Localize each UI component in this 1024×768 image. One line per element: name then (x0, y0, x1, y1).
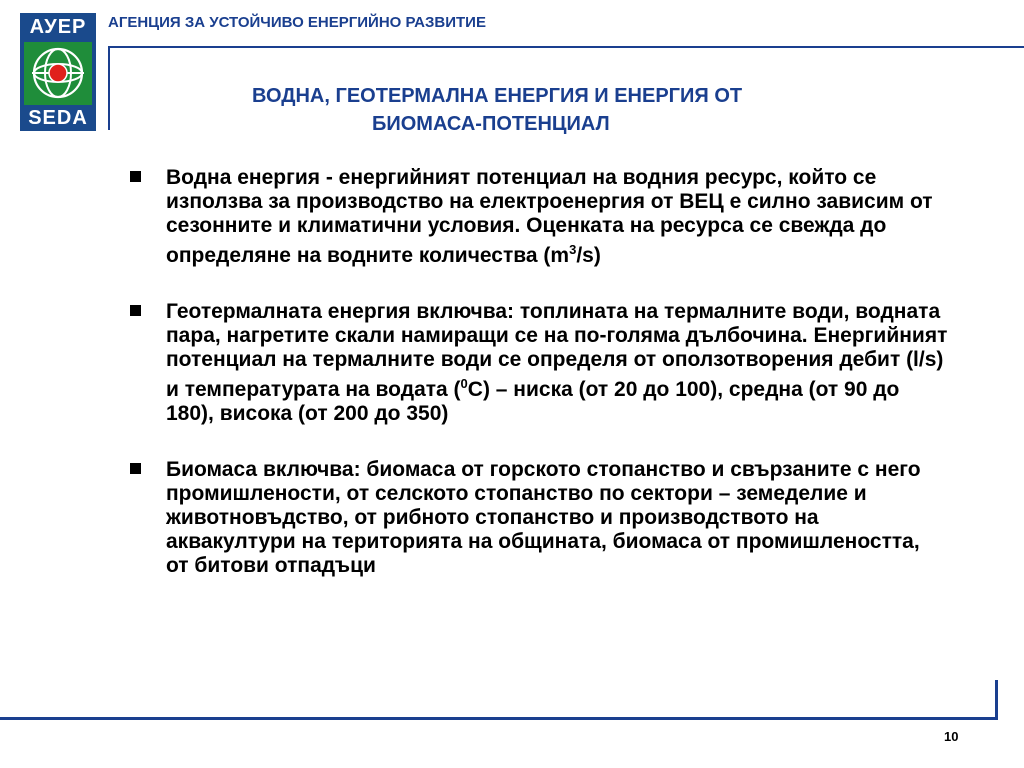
title-line-1: ВОДНА, ГЕОТЕРМАЛНА ЕНЕРГИЯ И ЕНЕРГИЯ ОТ (252, 85, 743, 107)
unit-superscript: 0 (460, 376, 468, 391)
slide-title (140, 82, 1000, 138)
title-line-2: БИОМАСА-ПОТЕНЦИАЛ (372, 113, 610, 135)
unit-superscript: 3 (569, 242, 577, 257)
unit-base: m (550, 244, 570, 267)
header-divider (108, 46, 1024, 48)
bullet-square-icon (130, 305, 141, 316)
logo-top-text: АУЕР (29, 16, 87, 38)
bullet-biomass (128, 458, 948, 578)
footer-vertical-rule (995, 680, 998, 720)
bullet-list (128, 166, 948, 610)
unit-base: C (467, 378, 483, 401)
bullet-text: Биомаса включва: биомаса от горското стопанство и свързаните с него промишлености, от селското стопанство по сектори – земеделие и животновъдство, от рибното стопанство и производството на аквакултури на територията на общината, биомаса от промишлеността, от битови отпадъци (166, 458, 921, 577)
organization-name: АГЕНЦИЯ ЗА УСТОЙЧИВО ЕНЕРГИЙНО РАЗВИТИЕ (108, 14, 486, 31)
page-number: 10 (944, 729, 959, 744)
globe-icon (24, 42, 92, 105)
footer-divider (0, 717, 998, 720)
bullet-square-icon (130, 463, 141, 474)
bullet-text: Водна енергия - енергийният потенциал на водния ресурс, който се използва за производство на електроенергия от ВЕЦ е силно зависим от сезонните и климатични условия. Оценката на ресурса се свежда до определяне на водните количества ( (166, 166, 933, 267)
logo-emblem (24, 42, 92, 105)
logo-bottom-text: SEDA (28, 107, 88, 129)
bullet-text-end: /s) (576, 244, 601, 267)
bullet-square-icon (130, 171, 141, 182)
bullet-hydro (128, 166, 948, 268)
agency-logo (20, 13, 96, 131)
bullet-text-end: ) – ниска (от 20 до 100), средна (от 90 до 180), висока (от 200 до 350) (166, 378, 900, 425)
header-vertical-rule (108, 46, 110, 130)
bullet-geothermal (128, 300, 948, 426)
bullet-text: Геотермалната енергия включва: топлината на термалните води, водната пара, нагретите скали намиращи се на по-голяма дълбочина. Енергийният потенциал на термалните води се определя от оползотворения дебит (l/s) и температурата на водата ( (166, 300, 948, 401)
